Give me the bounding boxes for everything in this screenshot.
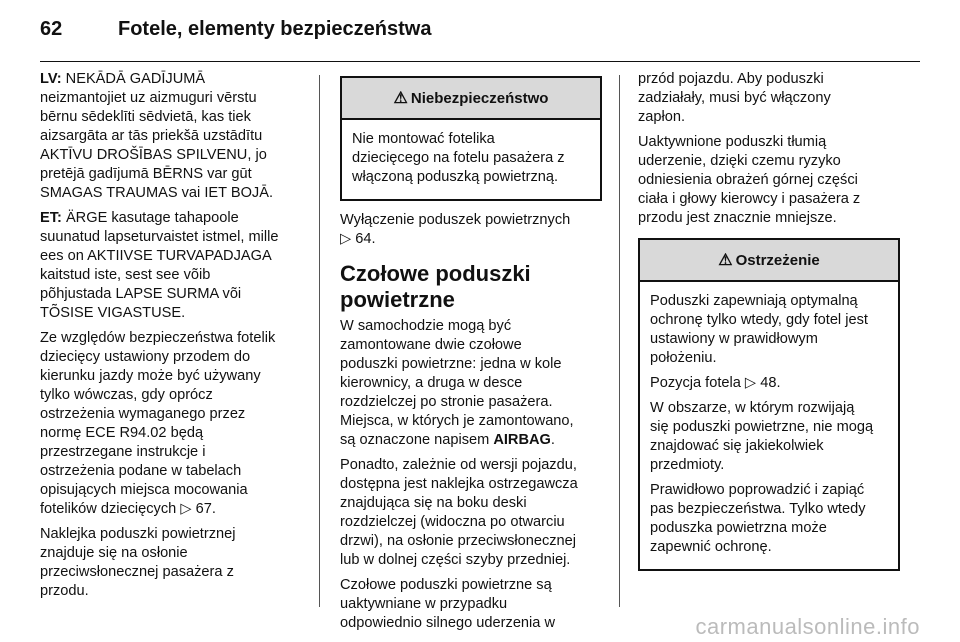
lv-label: LV: <box>40 71 62 87</box>
watermark: carmanualsonline.info <box>695 614 920 639</box>
column-divider-2 <box>619 75 620 607</box>
column-2 <box>340 76 608 639</box>
page-title: Fotele, elementy bezpieczeństwa <box>118 18 432 40</box>
danger-box <box>340 76 602 201</box>
warning-triangle-icon: ⚠ <box>718 251 733 269</box>
danger-box-body: Nie montować fotelika dziecięcego na fotelu pasażera z włączoną poduszką powietrzną. <box>352 131 565 185</box>
page-reference-arrow-icon: ▷ <box>340 231 352 247</box>
activation-paragraph: Czołowe poduszki powietrzne są uaktywniane w przypadku odpowiednio silnego uderzenia w <box>340 577 556 631</box>
activation-continued-paragraph: przód pojazdu. Aby poduszki zadziałały, musi być włączony zapłon. <box>638 71 831 125</box>
deactivation-paragraph: Wyłączenie poduszek powietrznych ▷ 64. <box>340 212 571 247</box>
intro-paragraph: W samochodzie mogą być zamontowane dwie czołowe poduszki powietrzne: jedna w kole kierownicy, a druga w desce rozdzielczej po stronie pasażera. Miejsca, w których je zamontowano, są oznaczone napisem AIRBAG. <box>340 318 574 448</box>
page-reference-link[interactable]: 67. <box>191 501 216 517</box>
column-divider-1 <box>319 75 320 607</box>
caution-box-title: Ostrzeżenie <box>735 251 820 269</box>
page-header <box>40 16 920 52</box>
danger-box-title: Niebezpieczeństwo <box>410 89 549 107</box>
header-rule <box>40 61 920 62</box>
warning-triangle-icon: ⚠ <box>393 89 408 107</box>
caution-box-header <box>640 240 898 282</box>
column-1 <box>40 70 308 607</box>
sticker-variant-paragraph: Ponadto, zależnie od wersji pojazdu, dostępna jest naklejka ostrzegawcza znajdująca się na boku deski rozdzielczej (widoczna po otwarciu drzwi), na osłonie przeciwsłonecznej lub w dolnej części szyby przedniej. <box>340 457 578 568</box>
section-heading: Czołowe poduszki powietrzne <box>340 261 531 312</box>
page-number: 62 <box>40 18 63 40</box>
sticker-paragraph: Naklejka poduszki powietrznej znajduje się na osłonie przeciwsłonecznej pasażera z przodu. <box>40 526 236 599</box>
page-reference-arrow-icon: ▷ <box>180 501 192 517</box>
child-seat-paragraph: Ze względów bezpieczeństwa fotelik dziecięcy ustawiony przodem do kierunku jazdy może być używany tylko wówczas, gdy oprócz ostrzeżenia wymaganego przez normę ECE R94.02 będą przestrzegane instrukcje i ostrzeżenia podane w tabelach opisujących miejsca mocowania fotelików dziecięcych ▷ 67. <box>40 330 276 517</box>
airbag-label: AIRBAG <box>493 432 551 448</box>
page-reference-link[interactable]: 48. <box>756 375 781 391</box>
page-reference-arrow-icon: ▷ <box>744 375 757 391</box>
damping-paragraph: Uaktywnione poduszki tłumią uderzenie, dzięki czemu ryzyko odniesienia obrażeń górnej części ciała i głowy kierowcy i pasażera z przodu jest znacznie mniejsze. <box>638 134 861 226</box>
et-label: ET: <box>40 210 62 226</box>
danger-box-header <box>342 78 600 120</box>
caution-box <box>638 238 900 571</box>
caution-box-body: Poduszki zapewniają optymalną ochronę tylko wtedy, gdy fotel jest ustawiony w prawidłowym położeniu. Pozycja fotela ▷ 48. W obszarze, w którym rozwijają się poduszki powietrzne, nie mogą znajdować się jakiekolwiek przedmioty. Prawidłowo poprowadzić i zapiąć pas bezpieczeństwa. Tylko wtedy poduszka powietrzna może zapewnić ochronę. <box>650 293 874 555</box>
column-3 <box>638 70 920 571</box>
estonian-warning: ET: ÄRGE kasutage tahapoole suunatud lapseturvaistet istmel, mille ees on AKTIIVSE TURVAPADJAGA kaitstud iste, sest see võib põhjustada LAPSE SURMA või TÕSISE VIGASTUSE. <box>40 210 279 321</box>
page-reference-link[interactable]: 64. <box>351 231 376 247</box>
latvian-warning: LV: NEKĀDĀ GADĪJUMĀ neizmantojiet uz aizmuguri vērstu bērnu sēdeklīti sēdvietā, kas tiek aizsargāta ar tās priekšā uzstādītu AKTĪVU DROŠĪBAS SPILVENU, jo pretējā gadījumā BĒRNS var gūt SMAGAS TRAUMAS vai IET BOJĀ. <box>40 71 274 201</box>
